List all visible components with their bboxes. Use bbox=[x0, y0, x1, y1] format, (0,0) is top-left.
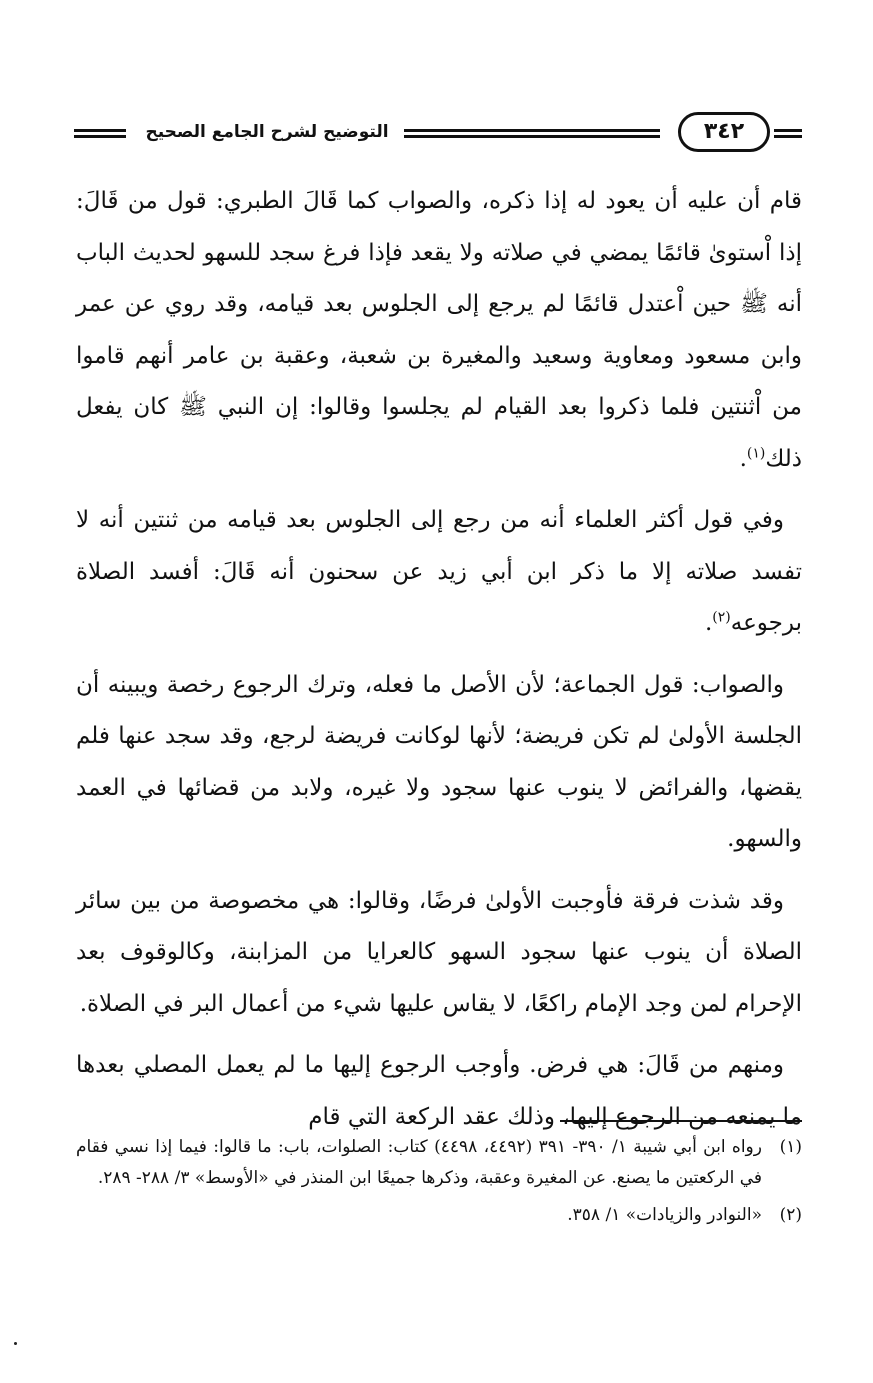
footnote-1 bbox=[76, 1132, 802, 1194]
footnote-2 bbox=[76, 1200, 802, 1231]
running-header bbox=[74, 112, 802, 160]
paragraph-3: والصواب: قول الجماعة؛ لأن الأصل ما فعله، وترك الرجوع رخصة ويبينه أن الجلسة الأولىٰ لم تكن فريضة؛ لأنها لوكانت فريضة لرجع، وقد سجد عنها فلم يقضها، والفرائض لا ينوب عنها سجود ولا غيره، ولابد من قضائها في العمد والسهو. bbox=[76, 671, 802, 852]
page-number: ٣٤٢ bbox=[678, 112, 770, 152]
header-rule-middle bbox=[404, 129, 660, 138]
header-rule-left bbox=[74, 129, 126, 138]
paragraph-4: وقد شذت فرقة فأوجبت الأولىٰ فرضًا، وقالوا: هي مخصوصة من بين سائر الصلاة أن ينوب عنها سجود السهو كالعرايا من المزابنة، وكالوقوف بعد الإحرام لمن وجد الإمام راكعًا، لا يقاس عليها شيء من أعمال البر في الصلاة. bbox=[76, 887, 802, 1017]
footnote-1-number: (١) bbox=[779, 1137, 802, 1157]
main-text bbox=[76, 176, 802, 1153]
footnote-ref-2[interactable]: (٢) bbox=[712, 609, 731, 626]
paragraph-2-text: وفي قول أكثر العلماء أنه من رجع إلى الجلوس بعد قيامه من ثنتين أنه لا تفسد صلاته إلا ما ذكر ابن أبي زيد عن سحنون أنه قَالَ: أفسد الصلاة برجوعه bbox=[76, 507, 802, 636]
footnote-separator bbox=[560, 1120, 802, 1122]
paragraph-1-text: قام أن عليه أن يعود له إذا ذكره، والصواب كما قَالَ الطبري: قول من قَالَ: إذا اْستوىٰ قائمًا يمضي في صلاته ولا يقعد فإذا فرغ سجد للسهو لحديث الباب أنه ﷺ حين اْعتدل قائمًا لم يرجع إلى الجلوس بعد قيامه، وقد روي عن عمر وابن مسعود ومعاوية وسعيد والمغيرة بن شعبة، وعقبة بن عامر أنهم قاموا من اْثنتين فلما ذكروا بعد القيام لم يجلسوا وقالوا: إن النبي ﷺ كان يفعل ذلك bbox=[76, 188, 802, 472]
paragraph-5: ومنهم من قَالَ: هي فرض. وأوجب الرجوع إليها ما لم يعمل المصلي بعدها ما يمنعه من الرجوع إليها، وذلك عقد الركعة التي قام bbox=[76, 1052, 802, 1130]
footnote-2-number: (٢) bbox=[779, 1205, 802, 1225]
paragraph-2-end: . bbox=[704, 610, 713, 636]
footnote-1-text: رواه ابن أبي شيبة ١/ ٣٩٠- ٣٩١ (٤٤٩٢، ٤٤٩٨) كتاب: الصلوات، باب: ما قالوا: فيما إذا نسي فقام في الركعتين ما يصنع. عن المغيرة وعقبة، وذكرها جميعًا ابن المنذر في «الأوسط» ٣/ ٢٨٨- ٢٨٩. bbox=[76, 1137, 762, 1188]
running-title: التوضيح لشرح الجامع الصحيح bbox=[145, 122, 389, 142]
paragraph-1 bbox=[76, 176, 802, 485]
footnote-ref-1[interactable]: (١) bbox=[746, 444, 766, 461]
header-rule-right bbox=[774, 129, 802, 138]
scan-speck bbox=[14, 1342, 17, 1345]
paragraph-2 bbox=[76, 495, 802, 650]
footnotes bbox=[76, 1132, 802, 1231]
footnote-2-text: «النوادر والزيادات» ١/ ٣٥٨. bbox=[567, 1205, 762, 1225]
paragraph-1-end: . bbox=[739, 445, 747, 472]
